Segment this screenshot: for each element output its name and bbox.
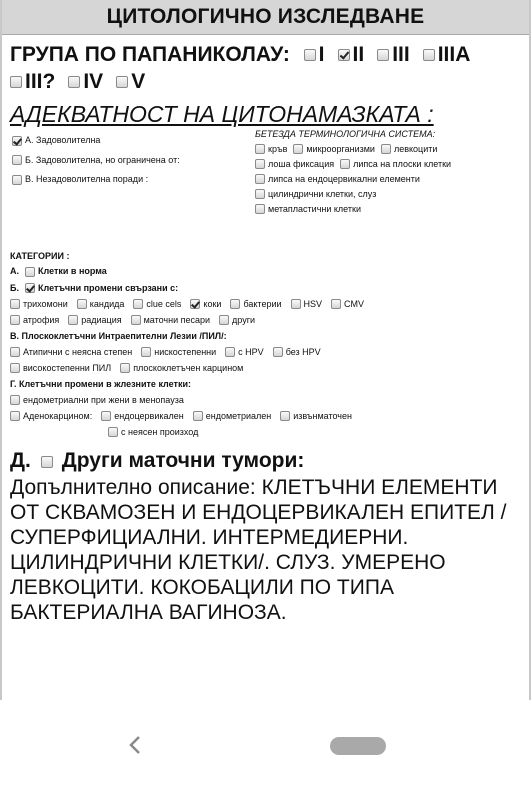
bethesda-row — [255, 159, 457, 169]
checkbox-option[interactable] — [12, 174, 148, 185]
checkbox[interactable] — [10, 299, 20, 309]
checkbox-option[interactable] — [101, 411, 183, 421]
checkbox-label: левкоцити — [393, 144, 438, 154]
home-pill-icon[interactable] — [330, 737, 386, 755]
option-row — [10, 299, 521, 309]
checkbox-option[interactable] — [423, 41, 471, 68]
checkbox-label: В. Незадоволителна поради : — [25, 174, 149, 185]
checkbox-option[interactable] — [10, 395, 184, 405]
checkbox-option[interactable] — [255, 159, 334, 169]
checkbox[interactable] — [10, 315, 20, 325]
checkbox-option[interactable] — [331, 299, 364, 309]
checkbox[interactable] — [12, 136, 22, 146]
checkbox-label: извънматочен — [293, 411, 352, 422]
checkbox[interactable] — [12, 155, 22, 165]
checkbox-option[interactable] — [10, 299, 68, 309]
checkbox-option[interactable] — [108, 427, 198, 437]
checkbox-label: трихомони — [23, 299, 68, 310]
checkbox-label: бактерии — [243, 299, 282, 310]
checkbox[interactable] — [131, 315, 141, 325]
checkbox[interactable] — [377, 49, 389, 61]
checkbox[interactable] — [141, 347, 151, 357]
checkbox-label: липса на ендоцервикални елементи — [268, 174, 420, 184]
checkbox-label: липса на плоски клетки — [353, 159, 452, 169]
checkbox-option[interactable] — [219, 315, 255, 325]
category-b-label: Клетъчни промени свързани с: — [37, 282, 179, 293]
checkbox[interactable] — [190, 299, 200, 309]
checkbox-option[interactable] — [12, 135, 100, 146]
back-icon[interactable] — [128, 734, 142, 762]
checkbox-label: кандида — [89, 299, 125, 310]
checkbox-label: коки — [203, 299, 222, 310]
checkbox[interactable] — [25, 267, 35, 277]
checkbox[interactable] — [41, 456, 53, 468]
checkbox[interactable] — [280, 411, 290, 421]
checkbox-option[interactable] — [77, 299, 125, 309]
checkbox-label: плоскоклетъчен карцином — [133, 363, 244, 374]
categories-heading: КАТЕГОРИИ : — [10, 251, 70, 261]
checkbox[interactable] — [12, 175, 22, 185]
checkbox-option[interactable] — [10, 363, 111, 373]
option-row — [10, 347, 521, 357]
bethesda-section — [255, 129, 457, 219]
checkbox-label: микроорганизми — [306, 144, 375, 154]
checkbox-label: ендометриални при жени в менопауза — [23, 395, 184, 406]
checkbox-label: I — [318, 43, 325, 66]
page-title: ЦИТОЛОГИЧНО ИЗСЛЕДВАНЕ — [2, 0, 529, 35]
checkbox-label: метапластични клетки — [268, 204, 361, 214]
checkbox-label: V — [131, 70, 146, 93]
checkbox-label: Атипични с неясна степен — [23, 347, 133, 358]
checkbox[interactable] — [293, 144, 303, 154]
checkbox[interactable] — [10, 363, 20, 373]
checkbox-option[interactable] — [255, 144, 287, 154]
checkbox-option[interactable] — [273, 347, 321, 357]
option-row — [10, 363, 521, 373]
checkbox-label: HSV — [303, 299, 323, 310]
pap-label: ГРУПА ПО ПАПАНИКОЛАУ: — [10, 43, 290, 66]
checkbox-label: III — [392, 43, 410, 66]
checkbox[interactable] — [255, 159, 265, 169]
adequacy-option — [12, 174, 180, 185]
other-tumors-prefix: Д. — [10, 449, 31, 473]
other-tumors-checkbox[interactable] — [41, 449, 56, 473]
checkbox[interactable] — [255, 174, 265, 184]
checkbox-label: clue cels — [146, 299, 182, 310]
bethesda-row — [255, 204, 457, 214]
checkbox[interactable] — [116, 76, 128, 88]
checkbox-option[interactable] — [10, 315, 59, 325]
checkbox[interactable] — [25, 283, 35, 293]
checkbox-option[interactable] — [141, 347, 216, 357]
additional-description: Допълнително описание: КЛЕТЪЧНИ ЕЛЕМЕНТИ ОТ СКВАМОЗЕН И ЕНДОЦЕРВИКАЛЕН ЕПИТЕЛ / СУПЕРФИЦИАЛНИ. ИНТЕРМЕДИЕРНИ. ЦИЛИНДРИЧНИ КЛЕТКИ/. СЛУЗ. УМЕРЕНО ЛЕВКОЦИТИ. КОКОБАЦИЛИ ПО ТИПА БАКТЕРИАЛНА ВАГИНОЗА. — [10, 476, 507, 625]
checkbox-option[interactable] — [255, 189, 376, 199]
checkbox[interactable] — [338, 49, 350, 61]
category-a-prefix: А. — [10, 266, 19, 277]
checkbox-label: с HPV — [238, 347, 264, 358]
checkbox[interactable] — [120, 363, 130, 373]
checkbox[interactable] — [68, 315, 78, 325]
option-row — [10, 315, 521, 325]
adequacy-options — [12, 135, 180, 194]
checkbox-option[interactable] — [280, 411, 352, 421]
checkbox-option[interactable] — [133, 299, 181, 309]
checkbox-option[interactable] — [10, 411, 92, 421]
checkbox[interactable] — [230, 299, 240, 309]
checkbox[interactable] — [225, 347, 235, 357]
checkbox[interactable] — [193, 411, 203, 421]
checkbox[interactable] — [219, 315, 229, 325]
option-row — [10, 395, 521, 405]
checkbox-option[interactable] — [291, 299, 323, 309]
checkbox[interactable] — [10, 395, 20, 405]
checkbox[interactable] — [255, 189, 265, 199]
checkbox[interactable] — [77, 299, 87, 309]
checkbox-label: Аденокарцином: — [23, 411, 93, 422]
bethesda-row — [255, 189, 457, 199]
checkbox-label: с неясен произход — [121, 427, 199, 438]
checkbox-option[interactable] — [131, 315, 210, 325]
checkbox-label: високостепенни ПИЛ — [23, 363, 112, 374]
checkbox-option[interactable] — [12, 155, 180, 166]
checkbox-label: ендоцервикален — [114, 411, 184, 422]
checkbox[interactable] — [255, 144, 265, 154]
checkbox[interactable] — [291, 299, 301, 309]
checkbox[interactable] — [304, 49, 316, 61]
category-v-items — [10, 347, 521, 373]
bethesda-row — [255, 144, 457, 154]
checkbox[interactable] — [340, 159, 350, 169]
checkbox[interactable] — [381, 144, 391, 154]
categories-section — [2, 251, 529, 437]
adequacy-title: АДЕКВАТНОСТ НА ЦИТОНАМАЗКАТА : — [10, 101, 434, 127]
checkbox-option[interactable] — [68, 315, 121, 325]
checkbox-label: радиация — [81, 315, 122, 326]
checkbox[interactable] — [255, 204, 265, 214]
checkbox-label: IV — [83, 70, 104, 93]
checkbox-option[interactable] — [68, 68, 103, 95]
checkbox-option[interactable] — [293, 144, 375, 154]
checkbox-option[interactable] — [338, 41, 365, 68]
checkbox[interactable] — [331, 299, 341, 309]
checkbox-option[interactable] — [340, 159, 451, 169]
checkbox-option[interactable] — [304, 41, 325, 68]
checkbox[interactable] — [68, 76, 80, 88]
category-b-items — [10, 299, 521, 325]
checkbox-label: ендометриален — [205, 411, 272, 422]
checkbox-label: маточни песари — [143, 315, 211, 326]
checkbox-option[interactable] — [377, 41, 410, 68]
checkbox-option[interactable] — [116, 68, 145, 95]
checkbox-option[interactable] — [225, 347, 264, 357]
category-b-prefix: Б. — [10, 282, 19, 293]
checkbox[interactable] — [273, 347, 283, 357]
option-row — [10, 411, 521, 421]
checkbox-option[interactable] — [230, 299, 281, 309]
checkbox-option[interactable] — [120, 363, 243, 373]
checkbox-label: лоша фиксация — [268, 159, 335, 169]
checkbox-label: А. Задоволителна — [25, 135, 101, 145]
checkbox-option[interactable] — [193, 411, 272, 421]
checkbox[interactable] — [10, 411, 20, 421]
category-g-label: Г. Клетъчни промени в жлезните клетки: — [10, 379, 191, 390]
checkbox-label: CMV — [344, 299, 365, 310]
checkbox[interactable] — [10, 76, 22, 88]
category-b — [10, 283, 521, 294]
category-g-items — [10, 395, 521, 437]
adequacy-option — [12, 135, 180, 146]
checkbox-option[interactable] — [190, 299, 221, 309]
other-tumors — [2, 443, 529, 473]
checkbox-label: цилиндрични клетки, слуз — [268, 189, 377, 199]
checkbox-label: атрофия — [23, 315, 60, 326]
adequacy-section — [2, 129, 529, 229]
other-tumors-label: Други маточни тумори: — [61, 449, 305, 473]
checkbox-label: други — [232, 315, 256, 326]
checkbox-option[interactable] — [10, 68, 55, 95]
checkbox-label: Б. Задоволителна, но ограничена от: — [25, 154, 180, 165]
bethesda-options — [255, 144, 457, 214]
checkbox-label: II — [352, 43, 365, 66]
category-a-label: Клетки в норма — [38, 266, 107, 277]
checkbox-label: кръв — [268, 144, 288, 154]
checkbox-label: IIIA — [437, 43, 471, 66]
category-v-label: В. Плоскоклетъчни Интраепителни Лезии /ПИЛ/: — [10, 331, 227, 342]
category-a-checkbox[interactable] — [25, 266, 38, 277]
checkbox-label: нискостепенни — [154, 347, 217, 358]
adequacy-option — [12, 155, 180, 166]
checkbox-label: III? — [25, 70, 56, 93]
checkbox-label: без HPV — [285, 347, 321, 358]
checkbox-option[interactable] — [255, 174, 420, 184]
checkbox-option[interactable] — [10, 347, 132, 357]
checkbox[interactable] — [10, 347, 20, 357]
checkbox-option[interactable] — [255, 204, 361, 214]
category-a — [10, 266, 521, 277]
bethesda-title: БЕТЕЗДА ТЕРМИНОЛОГИЧНА СИСТЕМА: — [255, 129, 436, 139]
category-b-checkbox[interactable] — [25, 283, 38, 294]
checkbox[interactable] — [133, 299, 143, 309]
option-row — [108, 427, 521, 437]
bethesda-row — [255, 174, 457, 184]
checkbox[interactable] — [108, 427, 118, 437]
checkbox[interactable] — [423, 49, 435, 61]
pap-group — [2, 35, 529, 95]
navigation-bar — [0, 700, 531, 794]
checkbox-option[interactable] — [381, 144, 437, 154]
checkbox[interactable] — [101, 411, 111, 421]
